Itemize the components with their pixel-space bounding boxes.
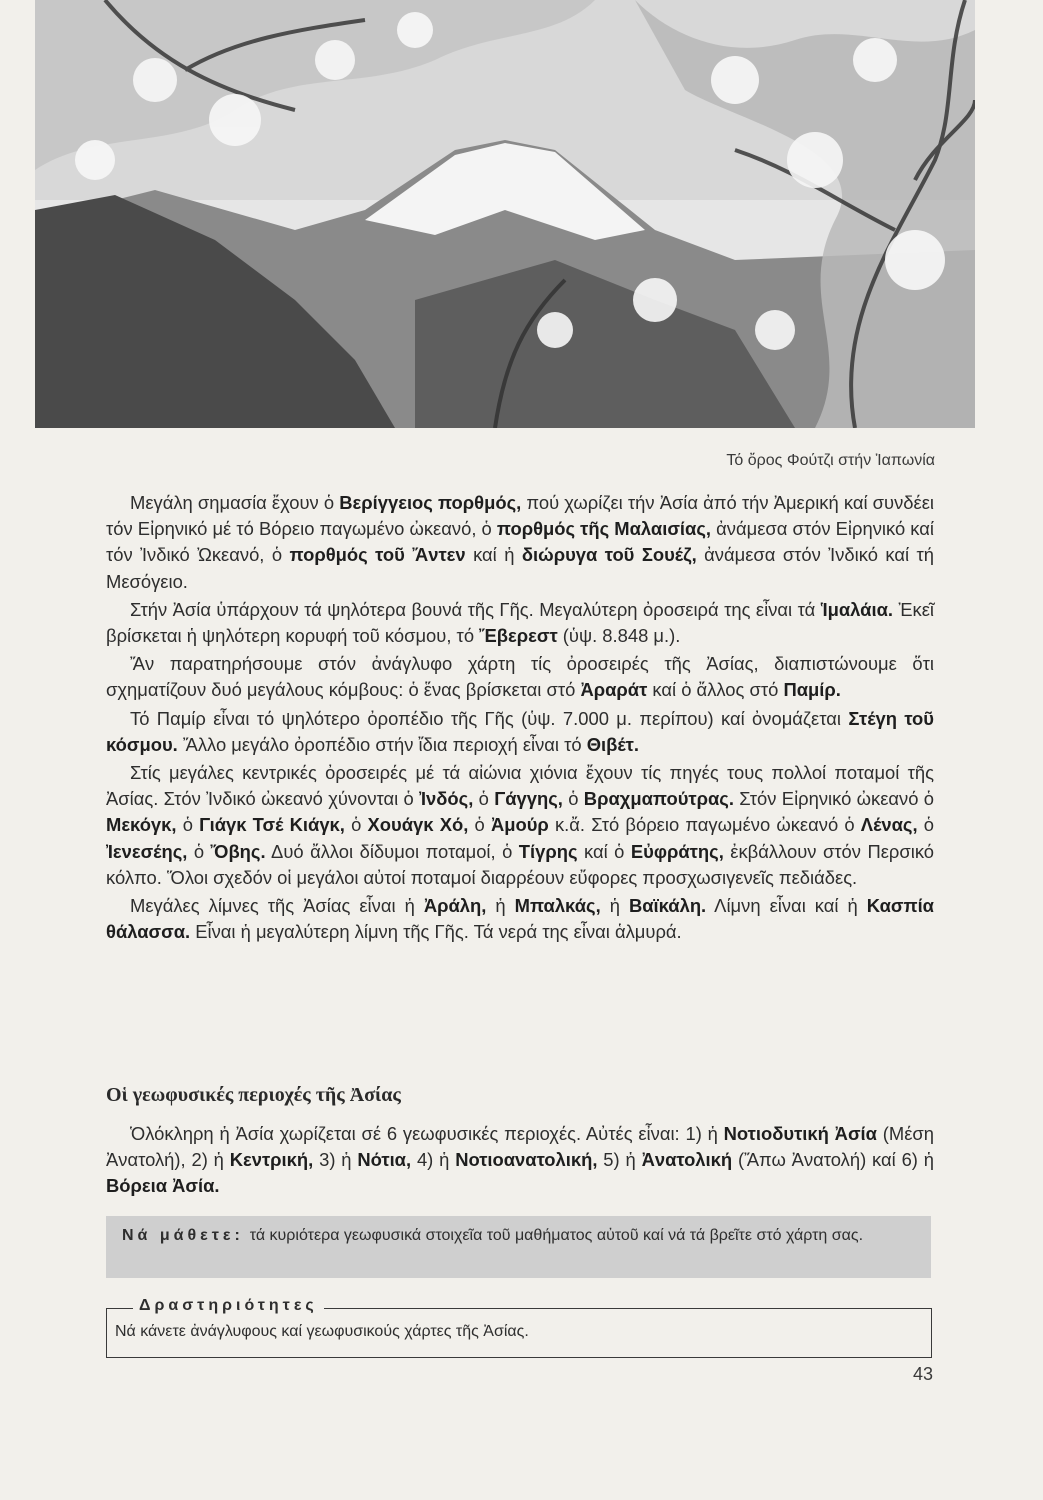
- text-run: Δυό ἄλλοι δίδυμοι ποταμοί, ὁ: [265, 840, 519, 862]
- bold-term: Κασπία θάλασσα.: [106, 895, 934, 943]
- text-run: ὁ: [917, 814, 934, 836]
- bold-term: Εὐφράτης,: [630, 840, 724, 862]
- text-run: πού χωρίζει τήν Ἀσία ἀπό τήν Ἀμερική καί συνδέει τόν Εἰρηνικό μέ τό Βόρειο παγωμένο ὠκεανό, ὁ: [106, 492, 934, 540]
- bold-term: Μπαλκάς,: [514, 895, 601, 917]
- text-run: Ὁλόκληρη ἡ Ἀσία χωρίζεται σέ 6 γεωφυσικές περιοχές. Αὐτές εἶναι: 1) ἡ: [130, 1123, 724, 1144]
- bold-term: Γάγγης,: [494, 788, 563, 810]
- text-run: Στήν Ἀσία ὑπάρχουν τά ψηλότερα βουνά τῆς Γῆς. Μεγαλύτερη ὀροσειρά της εἶναι τά: [130, 598, 821, 620]
- mount-fuji-photo: [35, 0, 975, 428]
- bold-term: Ἀμούρ: [490, 814, 549, 836]
- bold-term: Νοτιοανατολική,: [455, 1149, 598, 1171]
- bold-term: Κεντρική,: [229, 1149, 314, 1171]
- bold-term: Μεκόγκ,: [106, 814, 177, 836]
- text-run: ὁ: [176, 814, 200, 836]
- text-run: ὁ: [562, 788, 584, 810]
- bold-term: Ἰνδός,: [419, 788, 474, 810]
- section-title: Οἱ γεωφυσικές περιοχές τῆς Ἀσίας: [106, 1084, 401, 1106]
- text-run: 4) ἡ: [411, 1149, 456, 1171]
- text-run: (Μέση Ἀνατολή), 2) ἡ: [106, 1123, 934, 1171]
- bold-term: πορθμός τῆς Μαλαισίας,: [496, 518, 712, 540]
- text-run: Εἶναι ἡ μεγαλύτερη λίμνη τῆς Γῆς. Τά νερά της εἶναι ἁλμυρά.: [190, 921, 682, 943]
- bold-term: Γιάγκ Τσέ Κιάγκ,: [199, 814, 345, 836]
- text-run: ἀνάμεσα στόν Εἰρηνικό καί τόν Ἰνδικό Ὠκεανό, ὁ: [106, 518, 934, 566]
- photo-caption: Τό ὄρος Φούτζι στήν Ἰαπωνία: [726, 452, 935, 469]
- text-run: Στόν Εἰρηνικό ὠκεανό ὁ: [733, 788, 934, 810]
- bold-term: Βαϊκάλη.: [628, 895, 707, 917]
- photo-graphic: [35, 0, 975, 428]
- bold-term: Ὄβης.: [210, 840, 266, 862]
- text-run: ἡ: [486, 895, 515, 917]
- bold-term: Νότια,: [357, 1149, 412, 1171]
- text-run: Ἐκεῖ βρίσκεται ἡ ψηλότερη κορυφή τοῦ κόσμου, τό: [106, 598, 935, 647]
- bold-term: Ἀνατολική: [641, 1149, 733, 1171]
- text-run: ὁ: [344, 814, 368, 836]
- bold-term: Νοτιοδυτική Ἀσία: [723, 1123, 877, 1144]
- text-run: ἡ: [600, 895, 629, 917]
- bold-term: Ἔβερεστ: [479, 625, 558, 647]
- text-run: Ἄλλο μεγάλο ὀροπέδιο στήν ἴδια περιοχή εἶναι τό: [177, 733, 587, 755]
- text-run: ὁ: [468, 814, 491, 836]
- bold-term: Τίγρης: [518, 840, 578, 862]
- text-run: Ἄν παρατηρήσουμε στόν ἀνάγλυφο χάρτη τίς ὀροσειρές τῆς Ἀσίας, διαπιστώνουμε ὅτι σχηματίζουν δυό μεγάλους κόμβους: ὁ ἕνας βρίσκεται στό: [106, 653, 934, 701]
- bold-term: διώρυγα τοῦ Σουέζ,: [521, 544, 697, 566]
- bold-term: Λένας,: [860, 814, 918, 836]
- main-text: [106, 490, 934, 947]
- paragraph-straits: [106, 490, 934, 595]
- activity-title: Δραστηριότητες: [133, 1297, 324, 1315]
- activity-text: Νά κάνετε ἀνάγλυφους καί γεωφυσικούς χάρτες τῆς Ἀσίας.: [115, 1323, 529, 1340]
- paragraph-mountain-knots: [106, 651, 934, 703]
- text-run: Στίς μεγάλες κεντρικές ὀροσειρές μέ τά αἰώνια χιόνια ἔχουν τίς πηγές τους πολλοί ποταμοί τῆς Ἀσίας. Στόν Ἰνδικό ὠκεανό χύνονται ὁ: [106, 762, 934, 810]
- bold-term: Ἰενεσέης,: [106, 840, 188, 862]
- activity-box: [106, 1297, 932, 1358]
- paragraph-rivers: [106, 760, 934, 891]
- text-run: καί ἡ: [465, 544, 522, 566]
- bold-term: Στέγη τοῦ κόσμου.: [106, 707, 934, 755]
- text-run: Τό Παμίρ εἶναι τό ψηλότερο ὀροπέδιο τῆς Γῆς (ὑψ. 7.000 μ. περίπου) καί ὀνομάζεται: [130, 707, 849, 729]
- text-run: (Ἄπω Ἀνατολή) καί 6) ἡ: [732, 1149, 934, 1171]
- text-run: Μεγάλη σημασία ἔχουν ὁ: [130, 492, 340, 513]
- text-run: 5) ἡ: [597, 1149, 642, 1171]
- text-run: (ὑψ. 8.848 μ.).: [557, 625, 681, 647]
- text-run: Μεγάλες λίμνες τῆς Ἀσίας εἶναι ἡ: [130, 895, 424, 917]
- bold-term: Ἀράλη,: [423, 895, 487, 917]
- bold-term: Βόρεια Ἀσία.: [106, 1175, 220, 1197]
- text-run: ἀνάμεσα στόν Ἰνδικό καί τή Μεσόγειο.: [106, 544, 935, 592]
- learn-lead: Νά μάθετε:: [122, 1227, 244, 1244]
- paragraph-plateaus: [106, 706, 934, 758]
- text-run: ὁ: [473, 788, 495, 810]
- bold-term: Θιβέτ.: [586, 733, 639, 755]
- text-run: Λίμνη εἶναι καί ἡ: [706, 895, 867, 917]
- bold-term: Βερίγγειος πορθμός,: [339, 492, 522, 513]
- bold-term: Ἱμαλάια.: [820, 598, 893, 620]
- bold-term: Ἀραράτ: [580, 679, 648, 701]
- text-run: καί ὁ: [577, 840, 631, 862]
- text-run: ἐκβάλλουν στόν Περσικό κόλπο. Ὅλοι σχεδόν οἱ μεγάλοι αὐτοί ποταμοί διαρρέουν εὔφορες προσχωσιγενεῖς πεδιάδες.: [106, 840, 935, 888]
- paragraph-mountains: [106, 597, 934, 649]
- text-run: ὁ: [187, 840, 211, 862]
- bold-term: πορθμός τοῦ Ἄντεν: [289, 544, 466, 566]
- bold-term: Βραχμαπούτρας.: [583, 788, 734, 810]
- learn-text: τά κυριότερα γεωφυσικά στοιχεῖα τοῦ μαθήματος αὐτοῦ καί νά τά βρεῖτε στό χάρτη σας.: [249, 1227, 864, 1244]
- text-run: κ.ἄ. Στό βόρειο παγωμένο ὠκεανό ὁ: [548, 814, 861, 836]
- bold-term: Παμίρ.: [783, 679, 841, 701]
- text-run: καί ὁ ἄλλος στό: [647, 679, 784, 701]
- text-run: 3) ἡ: [313, 1149, 358, 1171]
- bold-term: Χουάγκ Χό,: [367, 814, 469, 836]
- paragraph-lakes: [106, 893, 934, 945]
- page-number: 43: [912, 1364, 933, 1384]
- learn-box: [106, 1216, 931, 1278]
- section-text: [106, 1121, 934, 1200]
